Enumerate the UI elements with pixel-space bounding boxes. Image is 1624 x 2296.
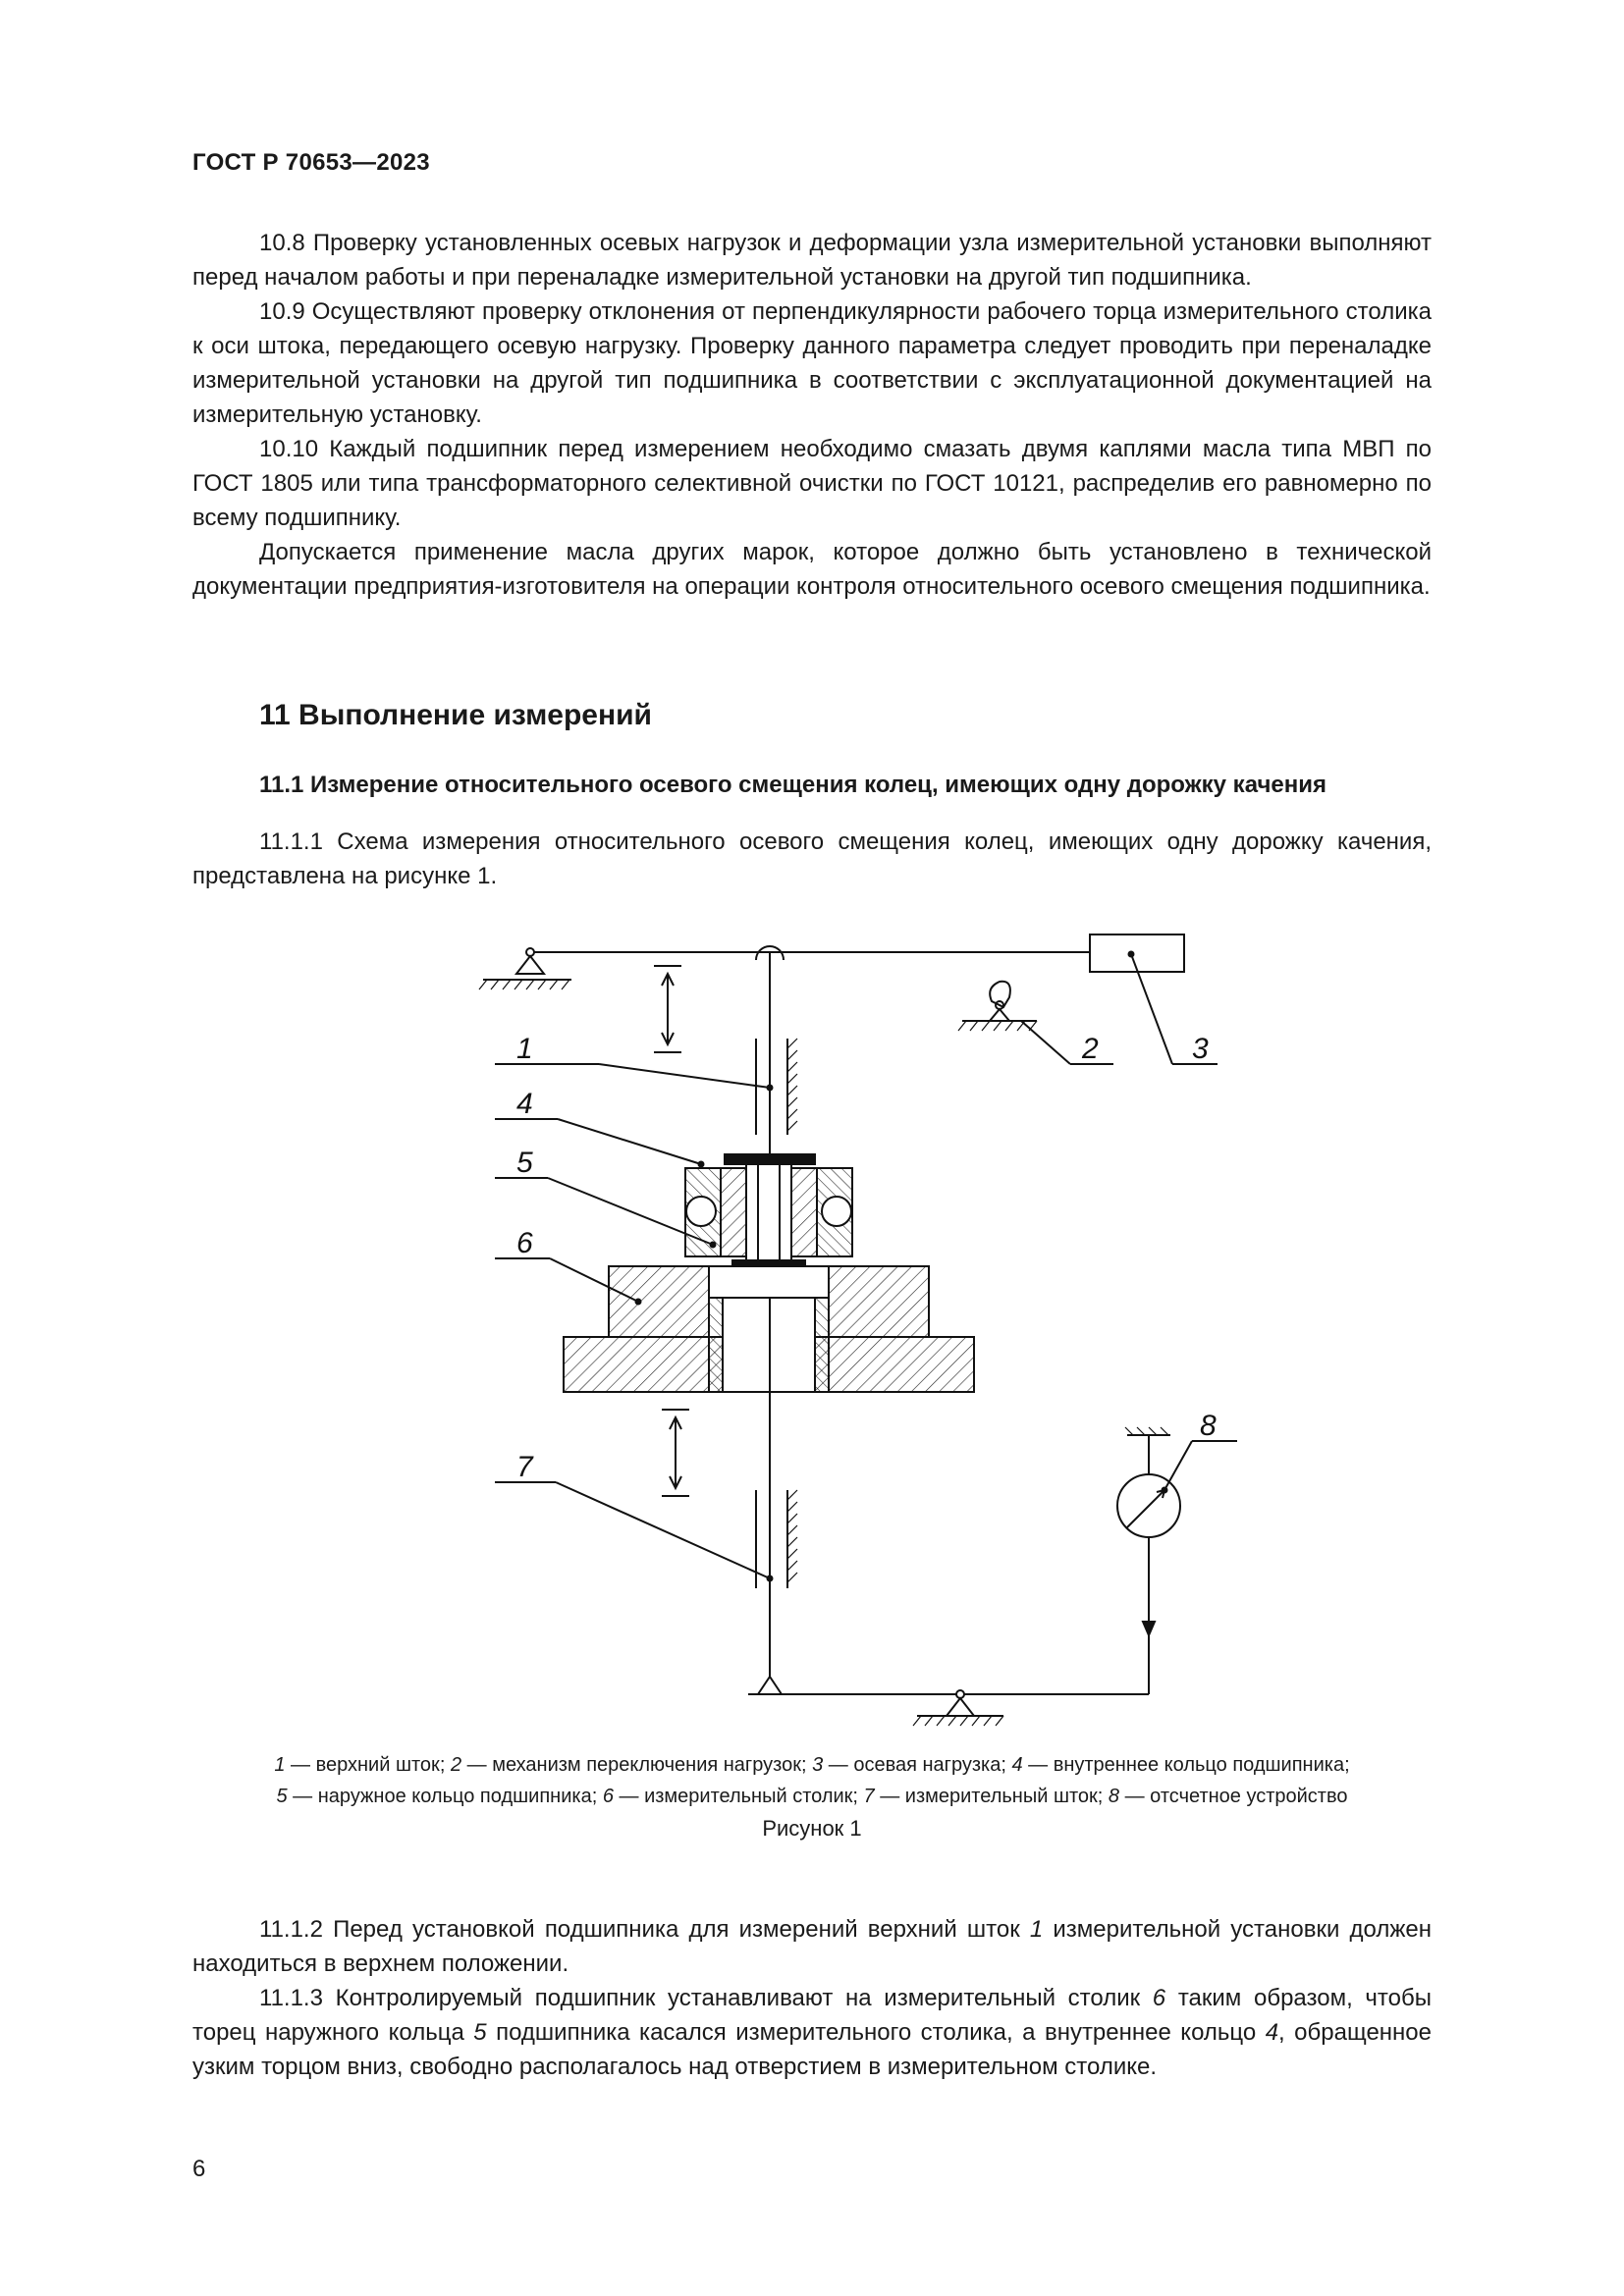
paragraph-11-1-2: 11.1.2 Перед установкой подшипника для измерений верхний шток 1 измерительной установки должен находиться в верхнем положении. (192, 1916, 1432, 1977)
intro-block (192, 825, 1432, 893)
label-6: 6 (516, 1227, 533, 1259)
subsection-title: 11.1 Измерение относительного осевого смещения колец, имеющих одну дорожку качения (259, 772, 1326, 798)
paragraph-10-8: 10.8 Проверку установленных осевых нагрузок и деформации узла измерительной установки выполняют перед началом работы и при переналадке измерительной установки на другой тип подшипника. (192, 230, 1432, 291)
paragraph-10-9: 10.9 Осуществляют проверку отклонения от перпендикулярности рабочего торца измерительного столика к оси штока, передающего осевую нагрузку. Проверку данного параметра следует проводить при переналадке измерительной установки на другой тип подшипника в соответствии с эксплуатационной документацией на измерительную установку. (192, 298, 1432, 428)
section-title: 11 Выполнение измерений (259, 699, 652, 731)
legend-line-1: 1 — верхний шток; 2 — механизм переключения нагрузок; 3 — осевая нагрузка; 4 — внутреннее кольцо подшипника; (274, 1754, 1350, 1776)
document-header: ГОСТ Р 70653—2023 (192, 149, 430, 176)
label-1: 1 (516, 1033, 533, 1065)
paragraph-11-1-1: 11.1.1 Схема измерения относительного осевого смещения колец, имеющих одну дорожку качения, представлена на рисунке 1. (192, 828, 1432, 889)
page-number: 6 (192, 2156, 206, 2182)
paragraph-oil: Допускается применение масла других марок, которое должно быть установлено в технической документации предприятия-изготовителя на операции контроля относительного осевого смещения подшипника. (192, 539, 1432, 600)
bottom-text-block (192, 1912, 1432, 2084)
label-3: 3 (1192, 1033, 1209, 1065)
label-7: 7 (516, 1451, 533, 1483)
paragraph-11-1-3: 11.1.3 Контролируемый подшипник устанавливают на измерительный столик 6 таким образом, чтобы торец наружного кольца 5 подшипника касался измерительного столика, а внутреннее кольцо 4, обращенное узким торцом вниз, свободно располагалось над отверстием в измерительном столике. (192, 1985, 1432, 2080)
legend-line-2: 5 — наружное кольцо подшипника; 6 — измерительный столик; 7 — измерительный шток; 8 — отсчетное устройство (276, 1786, 1348, 1807)
label-5: 5 (516, 1147, 533, 1179)
figure-legend (192, 1749, 1432, 1812)
label-4: 4 (516, 1088, 533, 1120)
figure-1 (461, 911, 1247, 1750)
measurement-scheme (461, 911, 1247, 1745)
figure-title: Рисунок 1 (762, 1816, 862, 1841)
paragraph-10-10: 10.10 Каждый подшипник перед измерением необходимо смазать двумя каплями масла типа МВП по ГОСТ 1805 или типа трансформаторного селективной очистки по ГОСТ 10121, распределив его равномерно по всему подшипнику. (192, 436, 1432, 531)
top-text-block (192, 226, 1432, 604)
label-2: 2 (1082, 1033, 1099, 1065)
label-8: 8 (1200, 1410, 1217, 1442)
